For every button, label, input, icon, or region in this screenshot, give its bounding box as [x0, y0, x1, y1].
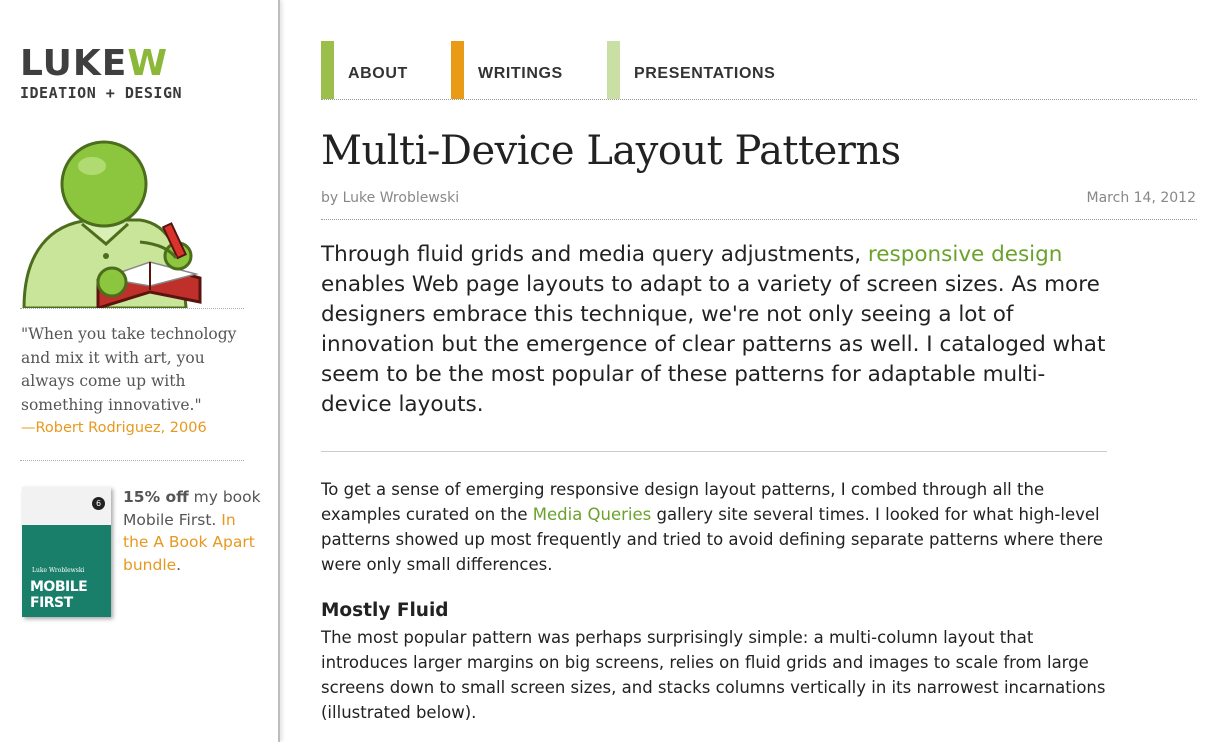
mascot-reading-illustration [20, 132, 230, 312]
responsive-design-link[interactable]: responsive design [867, 242, 1063, 267]
article-date: March 14, 2012 [1086, 190, 1196, 206]
book-cover-image[interactable] [22, 487, 111, 617]
promo-discount: 15% off [123, 488, 189, 506]
sidebar-quote [21, 323, 251, 441]
title-divider [321, 219, 1197, 220]
nav-writings-bar [451, 41, 464, 99]
article-byline: by Luke Wroblewski [321, 190, 460, 206]
site-logo[interactable] [20, 43, 183, 102]
sidebar [0, 0, 280, 742]
intro-divider [321, 451, 1107, 452]
quote-author[interactable]: —Robert Rodriguez, 2006 [21, 420, 207, 436]
nav-about-bar [321, 41, 334, 99]
book-title: MOBILE FIRST [30, 579, 88, 611]
book-promo: 15% off my book Mobile First. In the A Book Apart bundle. [123, 488, 261, 574]
article-intro: Through fluid grids and media query adjustments, responsive design enables Web page layouts to adapt to a variety of screen sizes. As more designers embrace this technique, we're not only seeing a lot of innovation but the emergence of clear patterns as well. I cataloged what seem to be the most popular of these patterns for adaptable multi-device layouts. [321, 242, 1106, 417]
nav-writings-label: WRITINGS [478, 65, 563, 82]
book-author: Luke Wroblewski [32, 567, 85, 574]
book-number-badge: 6 [92, 497, 105, 510]
article-title: Multi-Device Layout Patterns [321, 128, 901, 174]
logo-wordmark: LUKEW [20, 43, 169, 84]
quote-text: "When you take technology and mix it with art, you always come up with something innovative." [21, 325, 237, 414]
nav-divider [321, 99, 1197, 100]
book-bundle-link[interactable]: In the A Book Apart bundle [123, 510, 255, 574]
sidebar-divider [20, 308, 244, 309]
nav-about-label: ABOUT [348, 65, 408, 82]
media-queries-link[interactable]: Media Queries [532, 505, 652, 524]
article-paragraph: To get a sense of emerging responsive design layout patterns, I combed through all the examples curated on the Media Queries gallery site several times. I looked for what high-level patterns showed up most frequently and tried to avoid defining separate patterns where there were only small differences. [321, 480, 1104, 574]
logo-tagline: IDEATION + DESIGN [20, 84, 183, 102]
nav-presentations-bar [607, 41, 620, 99]
article-paragraph: The most popular pattern was perhaps surprisingly simple: a multi-column layout that introduces larger margins on big screens, relies on fluid grids and images to scale from large screens down to small screen sizes, and stacks columns vertically in its narrowest incarnations (illustrated below). [321, 628, 1106, 722]
nav-presentations-label: PRESENTATIONS [634, 65, 776, 82]
sidebar-divider [20, 460, 244, 461]
section-heading: Mostly Fluid [321, 600, 449, 621]
